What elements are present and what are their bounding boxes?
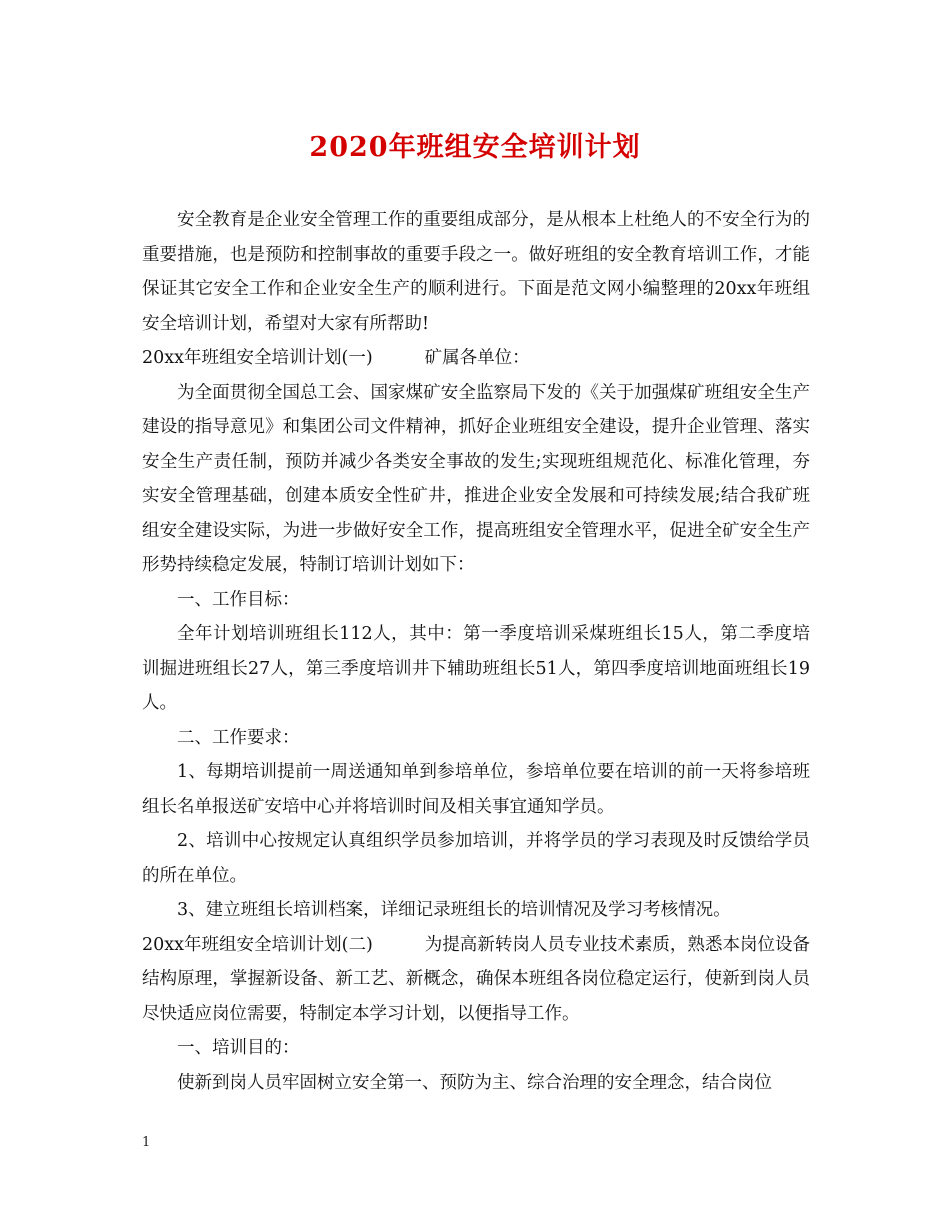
intro-paragraph: 安全教育是企业安全管理工作的重要组成部分，是从根本上杜绝人的不安全行为的重要措施，也是预防和控制事故的重要手段之一。做好班组的安全教育培训工作，才能保证其它安全工作和企业安全生产的顺利进行。下面是范文网小编整理的20xx年班组安全培训计划，希望对大家有所帮助! [142,210,810,334]
plan-two-intro: 为提高新转岗人员专业技术素质，熟悉本岗位设备结构原理，掌握新设备、新工艺、新概念，确保本班组各岗位稳定运行，使新到岗人员尽快适应岗位需要，特制定本学习计划，以便指导工作。 [142,934,810,1024]
work-goals-paragraph: 全年计划培训班组长112人，其中：第一季度培训采煤班组长15人，第二季度培训掘进班组长27人，第三季度培训井下辅助班组长51人，第四季度培训地面班组长19人。 [142,624,810,713]
plan-one-heading: 20xx年班组安全培训计划(一) [142,348,373,368]
document-title: 2020年班组安全培训计划 [309,132,641,163]
document-body [142,203,810,1100]
page-number: 1 [142,1135,151,1150]
plan-one-heading-line [142,341,810,376]
training-purpose-paragraph: 使新到岗人员牢固树立安全第一、预防为主、综合治理的安全理念，结合岗位 [177,1072,772,1093]
requirement-item-1: 1、每期培训提前一周送通知单到参培单位，参培单位要在培训的前一天将参培班组长名单报送矿安培中心并将培训时间及相关事宜通知学员。 [142,762,810,817]
plan-two-paragraph [142,928,810,1032]
requirement-item-3: 3、建立班组长培训档案，详细记录班组长的培训情况及学习考核情况。 [177,900,731,920]
plan-one-purpose-paragraph: 为全面贯彻全国总工会、国家煤矿安全监察局下发的《关于加强煤矿班组安全生产建设的指导意见》和集团公司文件精神，抓好企业班组安全建设，提升企业管理、落实安全生产责任制，预防并减少各类安全事故的发生;实现班组规范化、标准化管理，夯实安全管理基础，创建本质安全性矿井，推进企业安全发展和可持续发展;结合我矿班组安全建设实际，为进一步做好安全工作，提高班组安全管理水平，促进全矿安全生产形势持续稳定发展，特制订培训计划如下： [142,382,810,575]
plan-one-addressee: 矿属各单位： [424,348,530,368]
section-heading-training-purpose: 一、培训目的： [177,1038,300,1058]
plan-two-heading: 20xx年班组安全培训计划(二) [142,934,373,955]
section-heading-work-requirements: 二、工作要求： [177,727,300,748]
section-heading-work-goals: 一、工作目标： [177,589,300,610]
requirement-item-2: 2、培训中心按规定认真组织学员参加培训，并将学员的学习表现及时反馈给学员的所在单位。 [142,831,810,886]
